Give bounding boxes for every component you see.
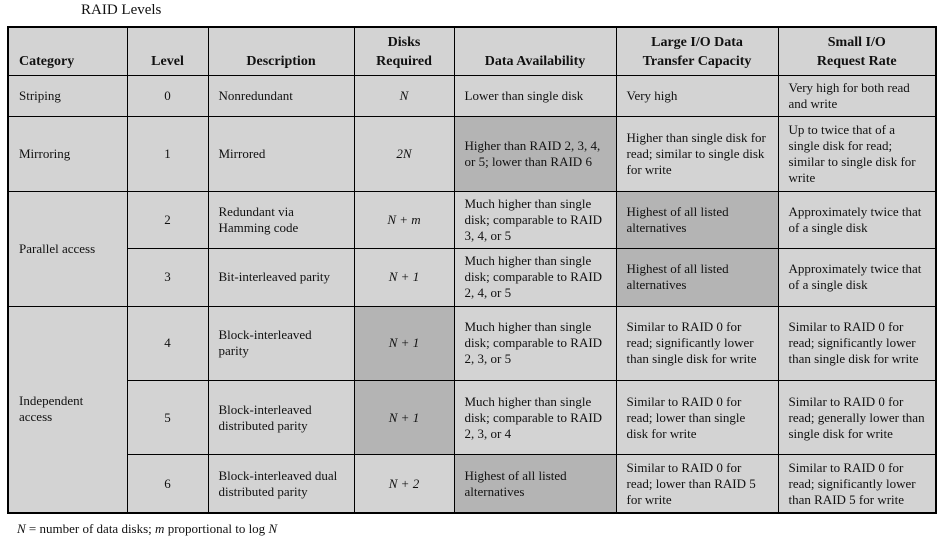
table-row	[8, 380, 936, 454]
footnote-m-symbol: m	[155, 521, 165, 536]
table-row	[8, 75, 936, 116]
table-caption: RAID Levels	[81, 2, 162, 18]
large-io-cell: Highest of all listed alternatives	[616, 192, 778, 249]
level-cell: 3	[127, 249, 208, 306]
large-io-cell: Higher than single disk for read; similar to single disk for write	[616, 116, 778, 191]
raid-levels-table	[7, 26, 937, 514]
category-cell: Striping	[8, 75, 127, 116]
header-small-io-line1: Small I/O	[827, 34, 886, 50]
description-cell: Nonredundant	[208, 75, 354, 116]
large-io-cell: Very high	[616, 75, 778, 116]
availability-cell: Much higher than single disk; comparable to RAID 3, 4, or 5	[454, 192, 616, 249]
availability-cell: Much higher than single disk; comparable to RAID 2, 4, or 5	[454, 249, 616, 306]
availability-cell: Much higher than single disk; comparable to RAID 2, 3, or 5	[454, 306, 616, 380]
footnote-n-symbol: N	[17, 521, 26, 536]
small-io-cell: Similar to RAID 0 for read; generally lower than single disk for write	[778, 380, 936, 454]
small-io-cell: Approximately twice that of a single disk	[778, 192, 936, 249]
header-disks-line2: Required	[376, 53, 432, 69]
large-io-cell: Similar to RAID 0 for read; significantly lower than single disk for write	[616, 306, 778, 380]
footnote-log-symbol: N	[268, 521, 278, 536]
description-cell: Redundant via Hamming code	[208, 192, 354, 249]
footnote-m-text: proportional to log	[164, 521, 269, 536]
table-row	[8, 116, 936, 191]
disks-cell: 2N	[354, 116, 454, 191]
availability-cell: Much higher than single disk; comparable to RAID 2, 3, or 4	[454, 380, 616, 454]
availability-cell: Higher than RAID 2, 3, 4, or 5; lower than RAID 6	[454, 116, 616, 191]
large-io-cell: Highest of all listed alternatives	[616, 249, 778, 306]
availability-cell: Lower than single disk	[454, 75, 616, 116]
small-io-cell: Approximately twice that of a single disk	[778, 249, 936, 306]
level-cell: 5	[127, 380, 208, 454]
table-footnote	[17, 521, 277, 537]
disks-cell: N + 1	[354, 380, 454, 454]
table-row	[8, 249, 936, 306]
small-io-cell: Similar to RAID 0 for read; significantly lower than single disk for write	[778, 306, 936, 380]
header-large-io-line2: Transfer Capacity	[642, 53, 752, 69]
description-cell: Block-interleaved dual distributed parity	[208, 455, 354, 513]
description-cell: Block-interleaved distributed parity	[208, 380, 354, 454]
level-cell: 4	[127, 306, 208, 380]
disks-cell: N	[354, 75, 454, 116]
level-cell: 2	[127, 192, 208, 249]
table-row	[8, 306, 936, 380]
availability-cell: Highest of all listed alternatives	[454, 455, 616, 513]
table-row	[8, 455, 936, 513]
category-cell: Independent access	[8, 306, 127, 513]
header-category: Category	[8, 27, 127, 75]
description-cell: Block-interleaved parity	[208, 306, 354, 380]
header-small-io-line2: Request Rate	[816, 53, 897, 69]
small-io-cell: Very high for both read and write	[778, 75, 936, 116]
header-disks-required	[354, 27, 454, 75]
header-row	[8, 27, 936, 75]
description-cell: Bit-interleaved parity	[208, 249, 354, 306]
category-cell: Mirroring	[8, 116, 127, 191]
disks-cell: N + m	[354, 192, 454, 249]
header-level: Level	[127, 27, 208, 75]
category-cell: Parallel access	[8, 192, 127, 307]
disks-cell: N + 2	[354, 455, 454, 513]
table-row	[8, 192, 936, 249]
disks-cell: N + 1	[354, 306, 454, 380]
level-cell: 6	[127, 455, 208, 513]
footnote-n-text: = number of data disks;	[25, 521, 156, 536]
large-io-cell: Similar to RAID 0 for read; lower than single disk for write	[616, 380, 778, 454]
level-cell: 1	[127, 116, 208, 191]
disks-cell: N + 1	[354, 249, 454, 306]
small-io-cell: Similar to RAID 0 for read; significantly lower than RAID 5 for write	[778, 455, 936, 513]
level-cell: 0	[127, 75, 208, 116]
header-disks-line1: Disks	[387, 34, 421, 50]
description-cell: Mirrored	[208, 116, 354, 191]
header-large-io	[616, 27, 778, 75]
header-large-io-line1: Large I/O Data	[651, 34, 743, 50]
header-description: Description	[208, 27, 354, 75]
header-data-availability: Data Availability	[454, 27, 616, 75]
header-small-io	[778, 27, 936, 75]
small-io-cell: Up to twice that of a single disk for read; similar to single disk for write	[778, 116, 936, 191]
large-io-cell: Similar to RAID 0 for read; lower than RAID 5 for write	[616, 455, 778, 513]
